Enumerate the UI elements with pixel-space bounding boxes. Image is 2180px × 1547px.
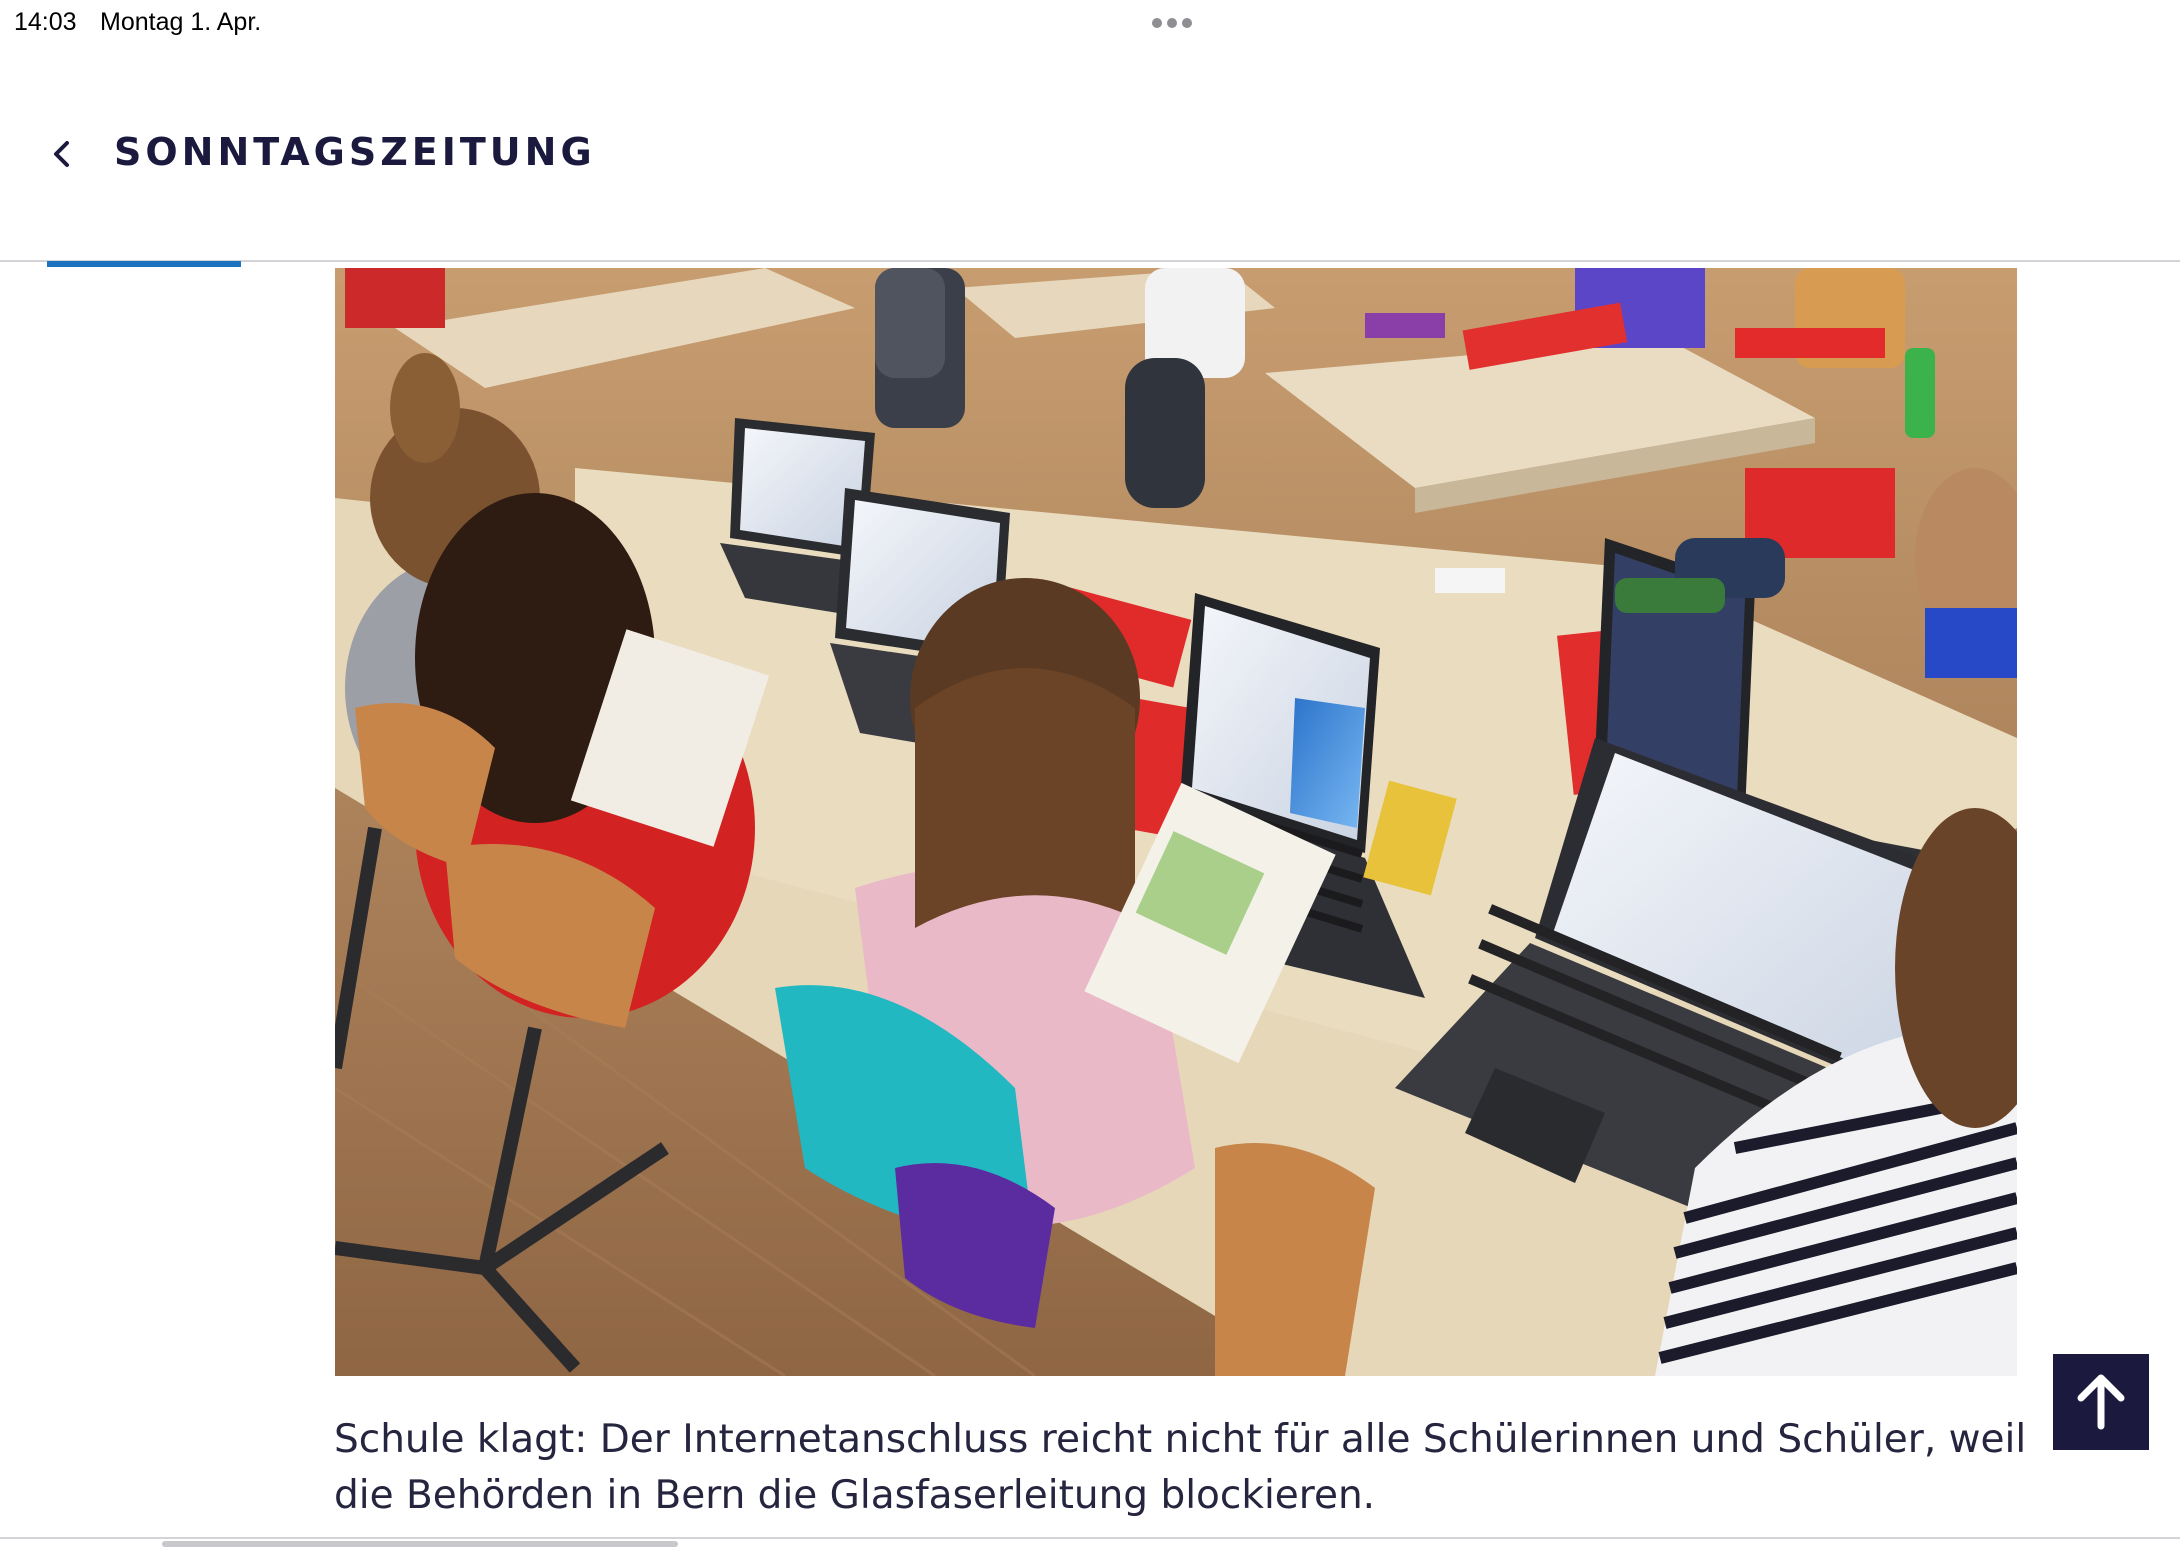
multitasking-handle[interactable] xyxy=(1152,18,1192,28)
dot-icon xyxy=(1182,18,1192,28)
image-caption: Schule klagt: Der Internetanschluss reicht nicht für alle Schülerinnen und Schüler, weil die Behörden in Bern die Glasfaserleitung blockieren. xyxy=(334,1417,2027,1518)
dot-icon xyxy=(1152,18,1162,28)
toolbar-divider xyxy=(0,1537,2180,1539)
classroom-photo xyxy=(335,268,2017,1376)
arrow-up-icon xyxy=(2053,1354,2149,1450)
back-button[interactable] xyxy=(40,132,84,176)
article-image[interactable] xyxy=(335,268,2017,1376)
horizontal-scroll-indicator[interactable] xyxy=(162,1541,678,1547)
section-title: SONNTAGSZEITUNG xyxy=(114,130,596,174)
chevron-left-icon xyxy=(40,132,84,176)
scroll-to-top-button[interactable] xyxy=(2053,1354,2149,1450)
active-tab-indicator xyxy=(47,261,241,267)
section-header xyxy=(0,60,2180,262)
status-time: 14:03 xyxy=(14,8,77,36)
status-date: Montag 1. Apr. xyxy=(100,8,262,36)
dot-icon xyxy=(1167,18,1177,28)
